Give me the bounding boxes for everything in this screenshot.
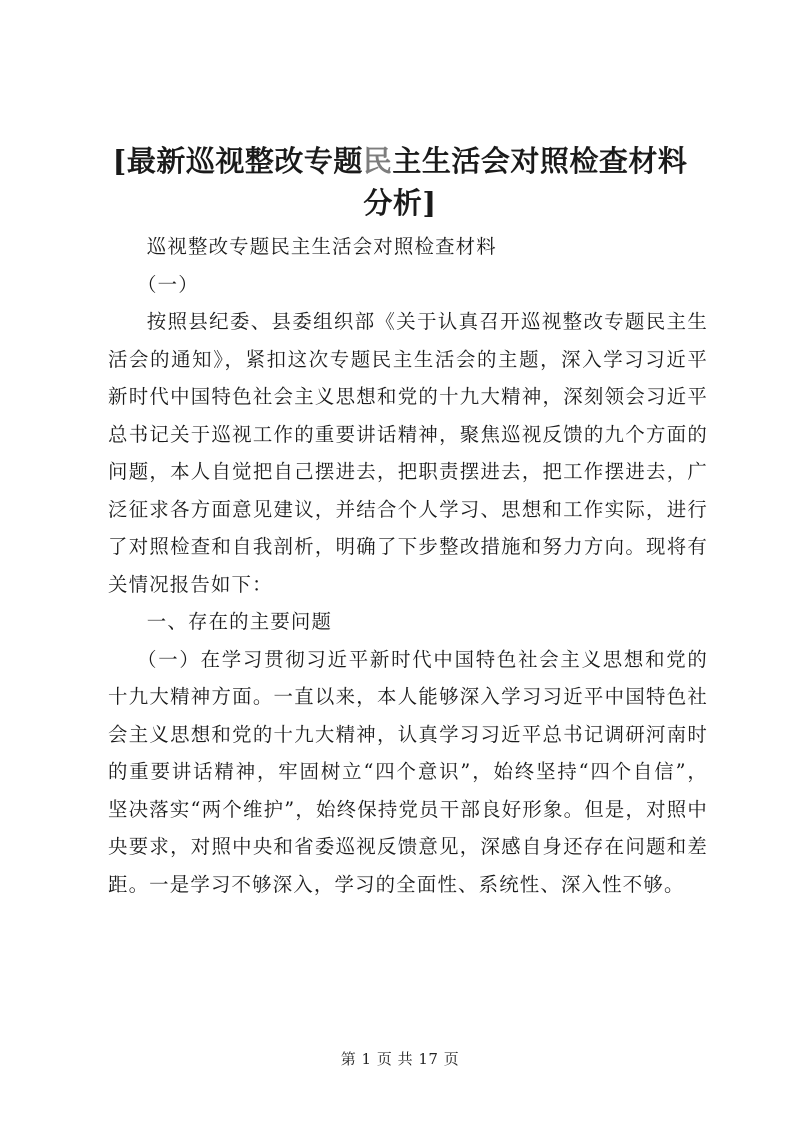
part-label: （一） xyxy=(137,272,199,296)
document-body xyxy=(108,228,708,903)
title-text-after: 主生活会对照检查材料分析] xyxy=(363,144,688,220)
paragraph-problem-1: （一）在学习贯彻习近平新时代中国特色社会主义思想和党的十九大精神方面。一直以来，本人能够深入学习习近平中国特色社会主义思想和党的十九大精神，认真学习习近平总书记调研河南时的重要讲话精神，牢固树立“四个意识”，始终坚持“四个自信”，坚决落实“两个维护”，始终保持党员干部良好形象。但是，对照中央要求，对照中央和省委巡视反馈意见，深感自身还存在问题和差距。一是学习不够深入，学习的全面性、系统性、深入性不够。 xyxy=(108,647,708,896)
title-text-before: [最新巡视整改专题 xyxy=(112,144,363,178)
document-title xyxy=(100,140,700,224)
title-text-highlight: 民 xyxy=(362,144,393,178)
section-heading: 一、存在的主要问题 xyxy=(146,610,333,633)
paragraph-intro: 按照县纪委、县委组织部《关于认真召开巡视整改专题民主生活会的通知》，紧扣这次专题民主生活会的主题，深入学习习近平新时代中国特色社会主义思想和党的十九大精神，深刻领会习近平总书记关于巡视工作的重要讲话精神，聚焦巡视反馈的九个方面的问题，本人自觉把自己摆进去，把职责摆进去，把工作摆进去，广泛征求各方面意见建议，并结合个人学习、思想和工作实际，进行了对照检查和自我剖析，明确了下步整改措施和努力方向。现将有关情况报告如下： xyxy=(108,310,708,596)
page-number-footer: 第 1 页 共 17 页 xyxy=(340,1050,460,1068)
document-subtitle: 巡视整改专题民主生活会对照检查材料 xyxy=(146,235,497,258)
